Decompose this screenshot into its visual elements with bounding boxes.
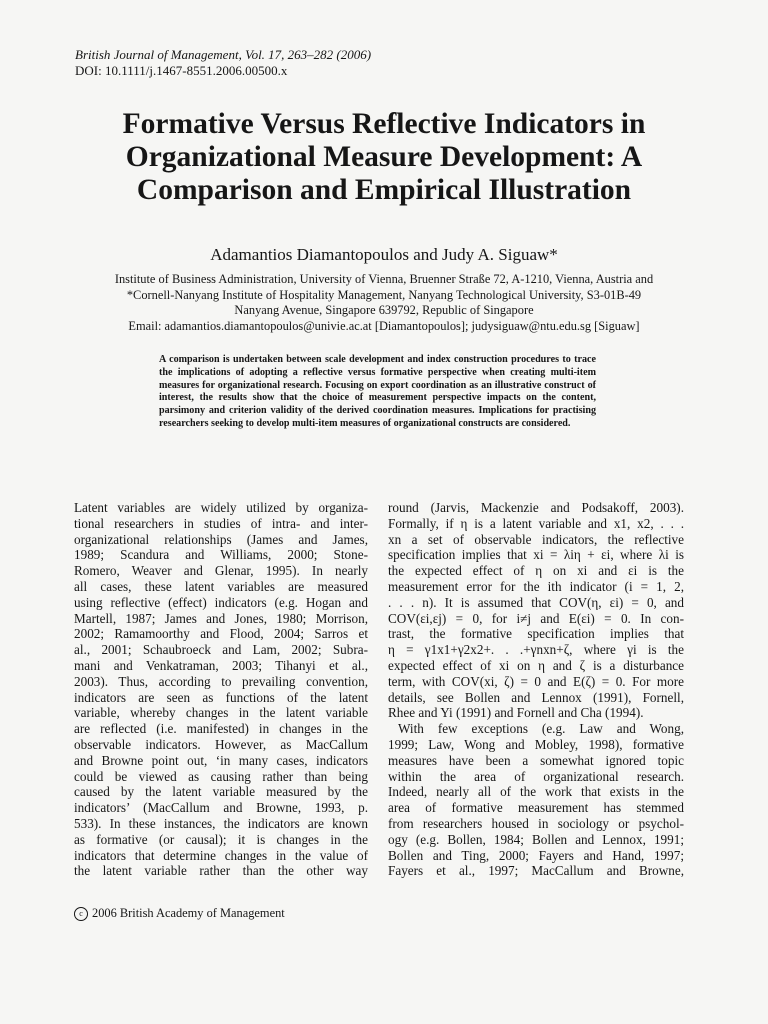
- copyright-icon: c: [74, 907, 88, 921]
- body-text-line: indicators’ (MacCallum and Browne, 1993, p.: [74, 800, 368, 816]
- body-text-line: round (Jarvis, Mackenzie and Podsakoff, 2003).: [388, 500, 684, 515]
- body-text-line: mani and Venkatraman, 2003; Tihanyi et al.,: [74, 657, 368, 673]
- body-text-line: expected effect of xi on η and ζ is a disturbance: [388, 657, 684, 673]
- body-text-line: η = γ1x1+γ2x2+. . .+γnxn+ζ, where γi is the: [388, 642, 684, 658]
- email-line: Email: adamantios.diamantopoulos@univie.ac.at [Diamantopoulos]; judysiguaw@ntu.edu.sg [Siguaw]: [128, 318, 640, 333]
- body-text-line: xn a set of observable indicators, the reflective: [388, 531, 684, 547]
- body-text-line: details, see Bollen and Lennox (1991), Fornell,: [388, 689, 684, 705]
- body-text-line: al., 2001; Schaubroeck and Lam, 2002; Subra-: [74, 642, 368, 658]
- copyright-text: 2006 British Academy of Management: [92, 906, 285, 920]
- body-text-line: measures have been a somewhat ignored topic: [388, 752, 684, 768]
- body-text-line: Latent variables are widely utilized by organiza-: [74, 500, 368, 515]
- body-text-line: Fayers et al., 1997; MacCallum and Browne,: [388, 863, 684, 879]
- journal-header: [75, 47, 371, 79]
- body-text-line: from researchers housed in sociology or psychol-: [388, 815, 684, 831]
- body-text-line: using reflective (effect) indicators (e.g. Hogan and: [74, 594, 368, 610]
- body-text-line: Bollen and Ting, 2000; Fayers and Hand, 1997;: [388, 847, 684, 863]
- copyright-footer: [74, 906, 285, 921]
- body-text-line: could be viewed as causing rather than being: [74, 768, 368, 784]
- body-text-line: trast, the formative specification implies that: [388, 626, 684, 642]
- affiliation-line: Nanyang Avenue, Singapore 639792, Republic of Singapore: [234, 303, 534, 317]
- paper-title: [40, 108, 728, 207]
- body-text-line: . . . n). It is assumed that COV(η, εi) = 0, and: [388, 594, 684, 610]
- body-text-line: term, with COV(xi, ζ) = 0 and E(ζ) = 0. For more: [388, 673, 684, 689]
- body-text-line: within the area of organizational research.: [388, 768, 684, 784]
- body-text-line: Romero, Weaver and Glenar, 1995). In nearly: [74, 563, 368, 579]
- body-text-line: as formative (or causal); it is changes in the: [74, 831, 368, 847]
- body-text-line: indicators are seen as functions of the latent: [74, 689, 368, 705]
- body-text-line: COV(εi,εj) = 0, for i≠j and E(εi) = 0. In con-: [388, 610, 684, 626]
- body-column-right: [388, 500, 684, 879]
- title-line-1: Formative Versus Reflective Indicators in: [122, 108, 646, 140]
- body-text-line: tional researchers in studies of intra- and inter-: [74, 515, 368, 531]
- affiliation-line: *Cornell-Nanyang Institute of Hospitality Management, Nanyang Technological University, S3-01B-49: [126, 287, 642, 302]
- affiliations: [40, 272, 728, 334]
- journal-citation: British Journal of Management, Vol. 17, 263–282 (2006): [75, 47, 372, 62]
- title-line-2: Organizational Measure Development: A: [125, 141, 643, 173]
- title-line-3: Comparison and Empirical Illustration: [136, 174, 632, 206]
- body-text-line: observable indicators. However, as MacCallum: [74, 736, 368, 752]
- body-text-line: variable, whereby changes in the latent variable: [74, 705, 368, 721]
- body-text-line: indicators that determine changes in the value of: [74, 847, 368, 863]
- body-text-line: are reflected (i.e. manifested) in changes in the: [74, 721, 368, 737]
- body-column-left: [74, 500, 368, 879]
- body-text-line: 533). In these instances, the indicators are known: [74, 815, 368, 831]
- body-text-line: all cases, these latent variables are measured: [74, 578, 368, 594]
- body-text-line: 1989; Scandura and Williams, 2000; Stone-: [74, 547, 368, 563]
- body-text-line: Martell, 1987; James and Jones, 1980; Morrison,: [74, 610, 368, 626]
- body-text-line: specification implies that xi = λiη + εi, where λi is: [388, 547, 684, 563]
- body-text-line: measurement error for the ith indicator (i = 1, 2,: [388, 578, 684, 594]
- body-text-line: Formally, if η is a latent variable and x1, x2, . . .: [388, 515, 684, 531]
- author-list: Adamantios Diamantopoulos and Judy A. Siguaw*: [210, 245, 558, 264]
- body-text-line: ogy (e.g. Bollen, 1984; Bollen and Lennox, 1991;: [388, 831, 684, 847]
- body-text-line: Indeed, nearly all of the work that exists in the: [388, 784, 684, 800]
- affiliation-line: Institute of Business Administration, University of Vienna, Bruenner Straße 72, A-1210, Vienna, Austria and: [114, 272, 654, 286]
- body-text-line: the latent variable rather than the other way: [74, 863, 368, 879]
- body-text-line: and Browne point out, ‘in many cases, indicators: [74, 752, 368, 768]
- body-text-line: area of formative measurement has stemmed: [388, 800, 684, 816]
- doi-line: DOI: 10.1111/j.1467-8551.2006.00500.x: [75, 63, 288, 78]
- body-text-line: Rhee and Yi (1991) and Fornell and Cha (1994).: [388, 705, 644, 721]
- body-text-line: 1999; Law, Wong and Mobley, 1998), formative: [388, 736, 684, 752]
- body-text-line: the expected effect of η on xi and εi is the: [388, 563, 684, 579]
- body-text-line: organizational relationships (James and James,: [74, 531, 368, 547]
- body-text-line: 2003). Thus, according to prevailing convention,: [74, 673, 368, 689]
- abstract: A comparison is undertaken between scale development and index construction procedures to trace the implications of adopting a reflective versus formative perspective when creating multi-item measures for organizational research. Focusing on export coordination as an illustrative construct of interest, the results show that the choice of measurement perspective impacts on the content, parsimony and criterion validity of the derived coordination measures. Implications for practising researchers seeking to develop multi-item measures of organizational constructs are considered.: [159, 354, 596, 429]
- body-text-line: 2002; Ramamoorthy and Flood, 2004; Sarros et: [74, 626, 368, 642]
- body-text-line: With few exceptions (e.g. Law and Wong,: [398, 721, 684, 737]
- body-text-line: caused by the latent variable measured by the: [74, 784, 368, 800]
